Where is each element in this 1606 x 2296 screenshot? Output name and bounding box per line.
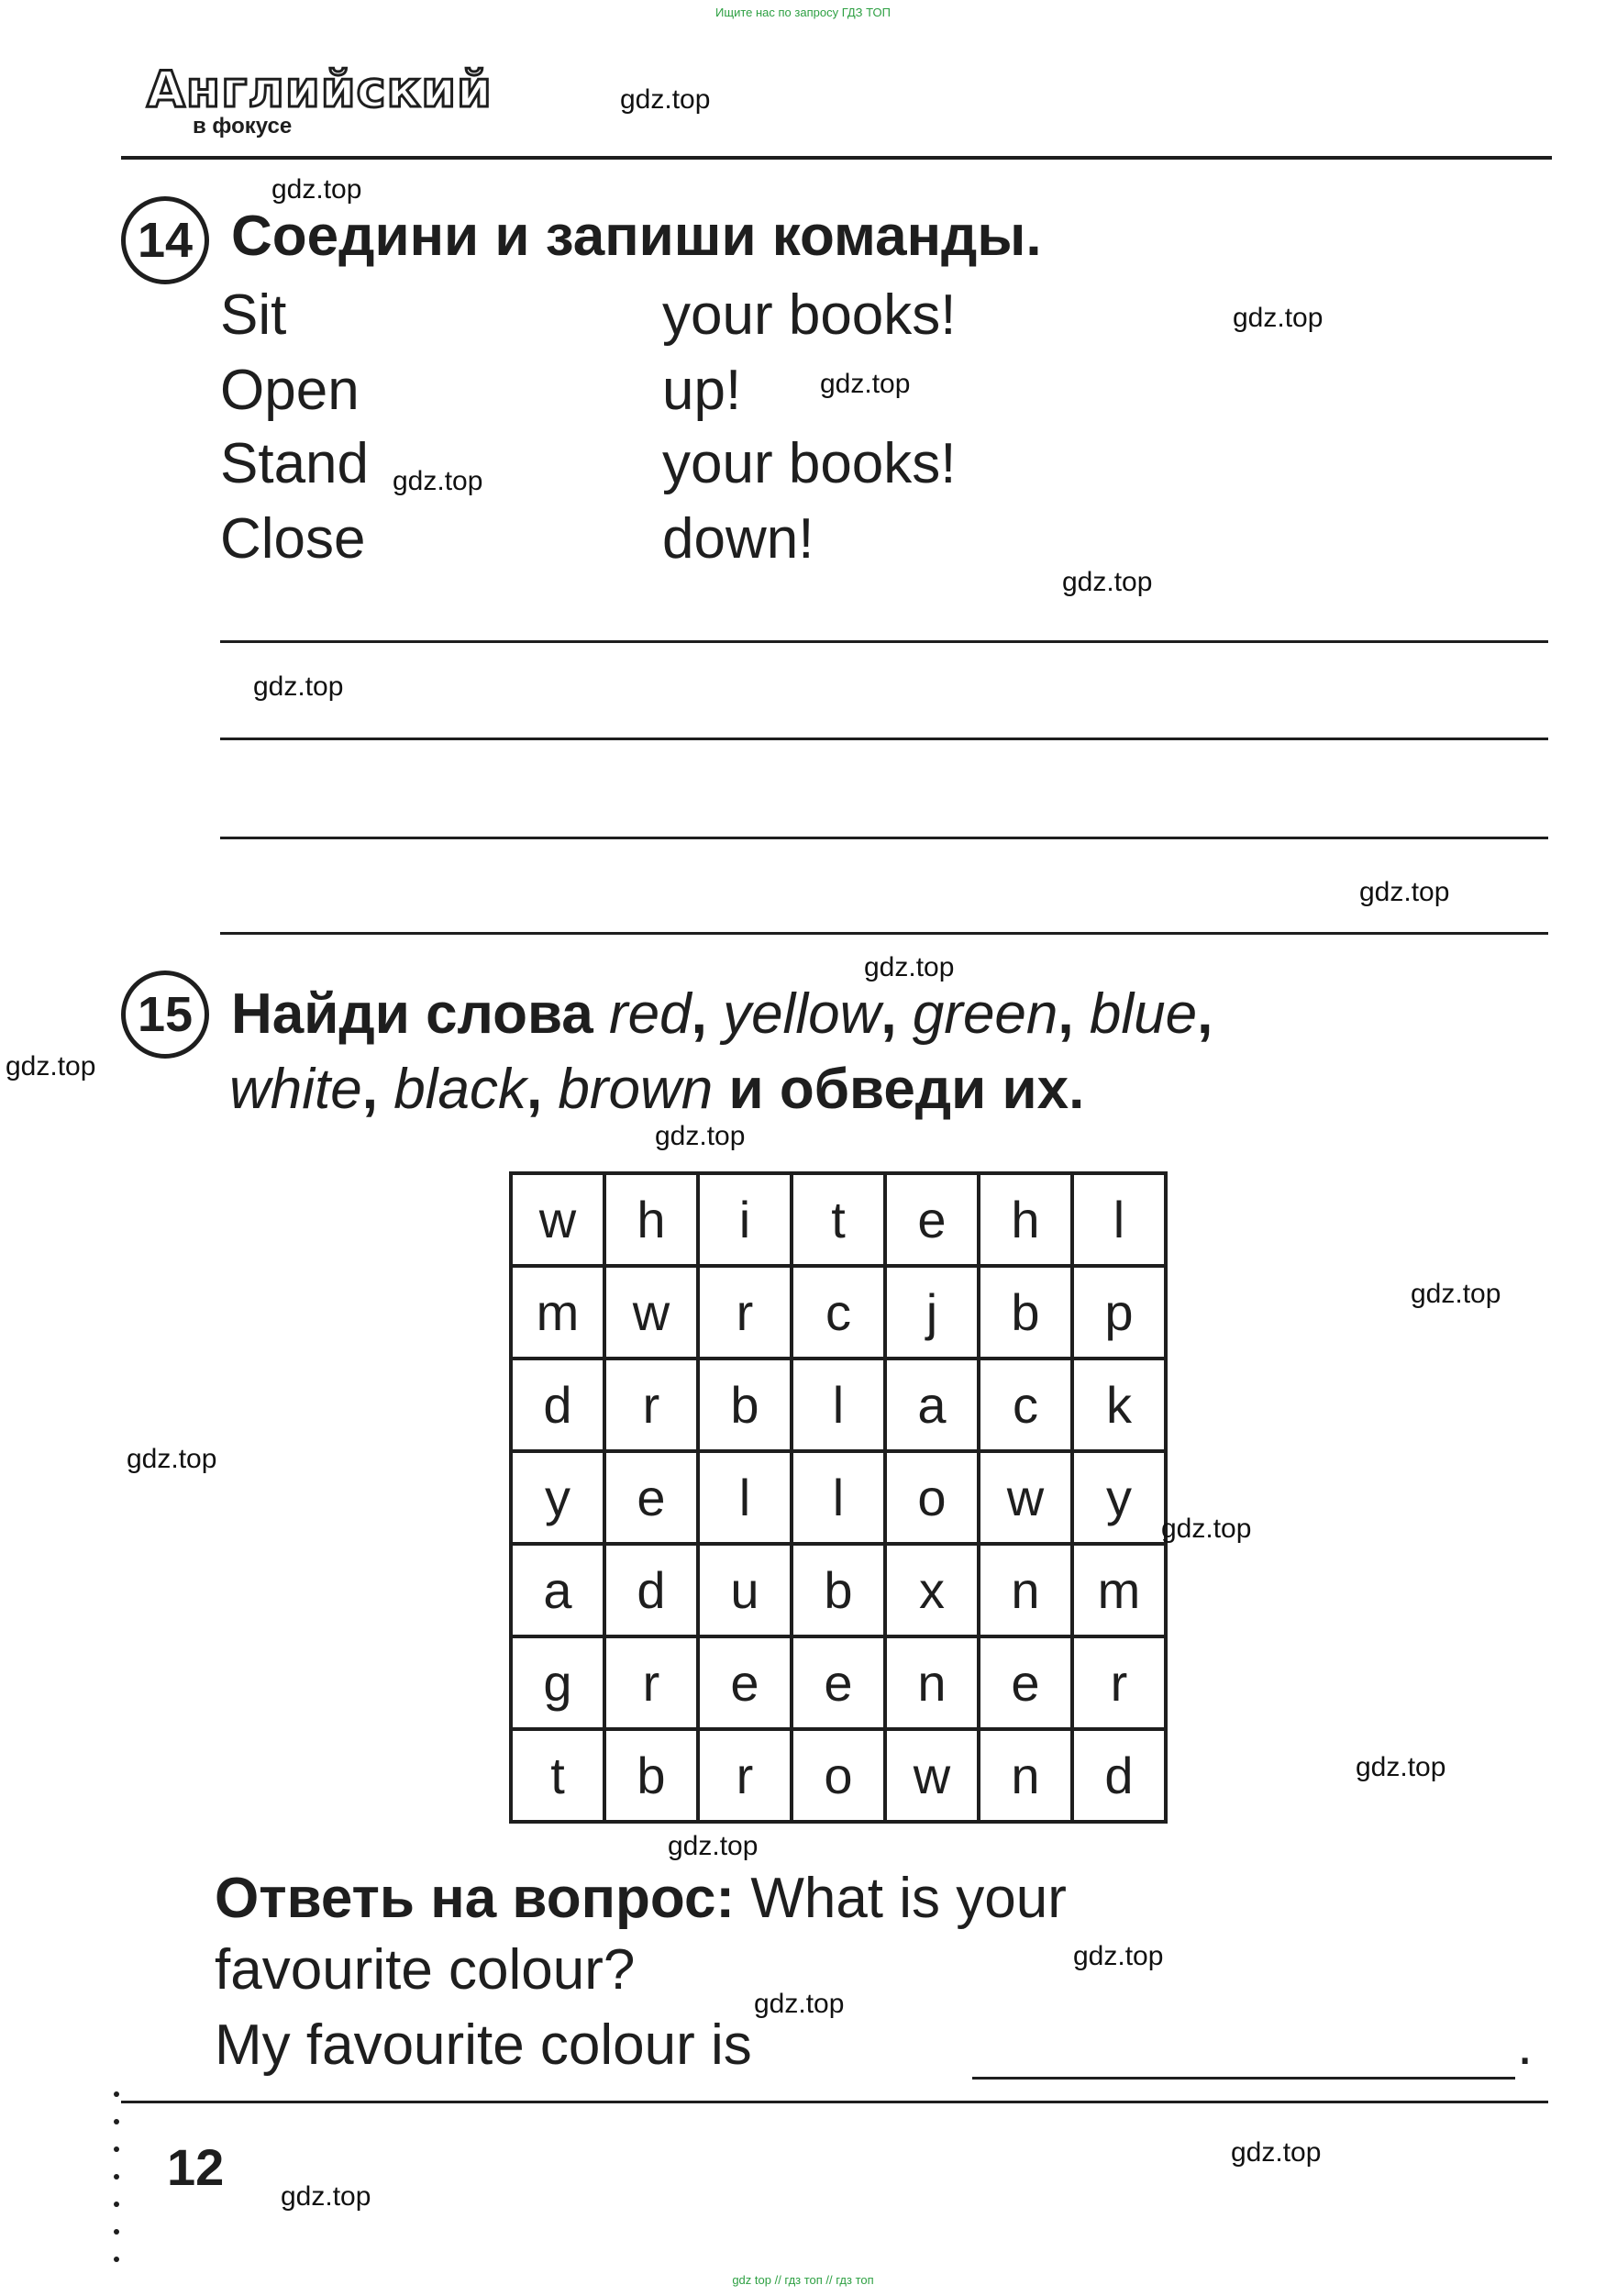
grid-cell[interactable]: d — [511, 1359, 604, 1451]
grid-cell[interactable]: r — [1072, 1636, 1166, 1729]
page-number: 12 — [167, 2138, 225, 2196]
word-black: black — [393, 1058, 526, 1121]
dot — [114, 2174, 119, 2180]
exercise-14-number: 14 — [121, 196, 209, 284]
grid-cell[interactable]: y — [1072, 1451, 1166, 1544]
watermark: gdz.top — [1411, 1279, 1501, 1309]
favourite-colour-answer-line[interactable] — [972, 2077, 1515, 2080]
watermark: gdz.top — [620, 84, 711, 115]
word-brown: brown — [558, 1058, 714, 1121]
watermark: gdz.top — [1161, 1514, 1252, 1544]
question-line-2: favourite colour? — [215, 1938, 636, 2002]
grid-cell[interactable]: e — [979, 1636, 1072, 1729]
grid-cell[interactable]: a — [511, 1544, 604, 1636]
grid-cell[interactable]: d — [604, 1544, 698, 1636]
word-green: green — [912, 982, 1058, 1046]
grid-cell[interactable]: t — [792, 1173, 885, 1266]
grid-row — [511, 1359, 1166, 1451]
grid-cell[interactable]: b — [604, 1729, 698, 1822]
grid-cell[interactable]: o — [885, 1451, 979, 1544]
grid-cell[interactable]: i — [698, 1173, 792, 1266]
dot — [114, 2119, 119, 2124]
dot — [114, 2202, 119, 2207]
grid-cell[interactable]: c — [979, 1359, 1072, 1451]
watermark: gdz.top — [1073, 1941, 1164, 1971]
grid-row — [511, 1173, 1166, 1266]
grid-cell[interactable]: u — [698, 1544, 792, 1636]
answer-prompt: My favourite colour is — [215, 2013, 752, 2077]
grid-cell[interactable]: w — [885, 1729, 979, 1822]
grid-row — [511, 1636, 1166, 1729]
footer-rule — [121, 2101, 1548, 2103]
grid-cell[interactable]: o — [792, 1729, 885, 1822]
word-yellow: yellow — [723, 982, 881, 1046]
watermark: gdz.top — [271, 174, 362, 205]
question-lead: Ответь на вопрос: — [215, 1867, 736, 1930]
grid-cell[interactable]: w — [511, 1173, 604, 1266]
watermark: gdz.top — [281, 2181, 371, 2212]
margin-dots — [114, 2091, 119, 2284]
command-right-4: down! — [662, 507, 814, 571]
command-left-1: Sit — [220, 283, 287, 347]
word-search-grid — [509, 1171, 1168, 1824]
grid-cell[interactable]: l — [1072, 1173, 1166, 1266]
command-left-4: Close — [220, 507, 366, 571]
grid-cell[interactable]: a — [885, 1359, 979, 1451]
command-left-2: Open — [220, 359, 360, 422]
grid-cell[interactable]: g — [511, 1636, 604, 1729]
grid-cell[interactable]: b — [698, 1359, 792, 1451]
grid-cell[interactable]: r — [698, 1729, 792, 1822]
command-right-2: up! — [662, 359, 742, 422]
grid-cell[interactable]: e — [698, 1636, 792, 1729]
title-lead: Найди слова — [231, 982, 593, 1046]
watermark: gdz.top — [127, 1444, 217, 1474]
word-red: red — [609, 982, 692, 1046]
exercise-15-title-line-2: white, black, brown и обведи их. — [229, 1058, 1085, 1121]
watermark: gdz.top — [655, 1121, 746, 1151]
grid-cell[interactable]: y — [511, 1451, 604, 1544]
grid-row — [511, 1544, 1166, 1636]
exercise-15-title-line-1: Найди слова red, yellow, green, blue, — [231, 982, 1213, 1046]
watermark: gdz.top — [253, 671, 344, 702]
book-logo-subtitle: в фокусе — [193, 114, 293, 139]
grid-row — [511, 1451, 1166, 1544]
watermark: gdz.top — [1231, 2137, 1322, 2168]
watermark: gdz.top — [1359, 877, 1450, 907]
grid-cell[interactable]: t — [511, 1729, 604, 1822]
exercise-15-number: 15 — [121, 971, 209, 1059]
grid-cell[interactable]: e — [604, 1451, 698, 1544]
grid-cell[interactable]: r — [698, 1266, 792, 1359]
grid-cell[interactable]: m — [1072, 1544, 1166, 1636]
grid-cell[interactable]: w — [979, 1451, 1072, 1544]
answer-line-2[interactable] — [220, 738, 1548, 740]
command-right-3: your books! — [662, 432, 957, 495]
book-logo: Английский — [147, 61, 493, 118]
grid-cell[interactable]: c — [792, 1266, 885, 1359]
grid-cell[interactable]: w — [604, 1266, 698, 1359]
top-notice: Ищите нас по запросу ГДЗ ТОП — [715, 6, 891, 19]
grid-row — [511, 1729, 1166, 1822]
watermark: gdz.top — [1356, 1752, 1446, 1782]
grid-cell[interactable]: l — [698, 1451, 792, 1544]
word-blue: blue — [1089, 982, 1198, 1046]
grid-cell[interactable]: d — [1072, 1729, 1166, 1822]
grid-cell[interactable]: b — [792, 1544, 885, 1636]
grid-cell[interactable]: j — [885, 1266, 979, 1359]
grid-cell[interactable]: n — [885, 1636, 979, 1729]
answer-line-3[interactable] — [220, 837, 1548, 839]
watermark: gdz.top — [393, 466, 483, 496]
command-right-1: your books! — [662, 283, 957, 347]
dot — [114, 2229, 119, 2235]
bottom-notice: gdz top // гдз топ // гдз топ — [732, 2273, 874, 2287]
exercise-14-title: Соедини и запиши команды. — [231, 205, 1042, 268]
grid-cell[interactable]: n — [979, 1729, 1072, 1822]
header-rule — [121, 156, 1552, 160]
answer-line-4[interactable] — [220, 932, 1548, 935]
watermark: gdz.top — [820, 369, 911, 399]
word-white: white — [229, 1058, 362, 1121]
grid-cell[interactable]: h — [979, 1173, 1072, 1266]
watermark: gdz.top — [6, 1051, 96, 1081]
grid-cell[interactable]: b — [979, 1266, 1072, 1359]
question-text-1: What is your — [750, 1867, 1067, 1930]
grid-row — [511, 1266, 1166, 1359]
watermark: gdz.top — [1233, 303, 1324, 333]
watermark: gdz.top — [1062, 567, 1153, 597]
answer-line-1[interactable] — [220, 640, 1548, 643]
grid-cell[interactable]: l — [792, 1451, 885, 1544]
grid-cell[interactable]: l — [792, 1359, 885, 1451]
grid-cell[interactable]: x — [885, 1544, 979, 1636]
grid-cell[interactable]: m — [511, 1266, 604, 1359]
grid-cell[interactable]: e — [792, 1636, 885, 1729]
grid-cell[interactable]: k — [1072, 1359, 1166, 1451]
grid-cell[interactable]: p — [1072, 1266, 1166, 1359]
command-left-3: Stand — [220, 432, 370, 495]
dot — [114, 2146, 119, 2152]
answer-period: . — [1517, 2013, 1534, 2077]
watermark: gdz.top — [864, 952, 955, 982]
watermark: gdz.top — [754, 1989, 845, 2019]
grid-cell[interactable]: r — [604, 1636, 698, 1729]
grid-cell[interactable]: r — [604, 1359, 698, 1451]
grid-cell[interactable]: h — [604, 1173, 698, 1266]
question-line-1 — [215, 1866, 1067, 1931]
grid-cell[interactable]: n — [979, 1544, 1072, 1636]
dot — [114, 2091, 119, 2097]
dot — [114, 2257, 119, 2262]
title-tail: и обведи их. — [728, 1058, 1085, 1121]
grid-cell[interactable]: e — [885, 1173, 979, 1266]
watermark: gdz.top — [668, 1831, 759, 1861]
